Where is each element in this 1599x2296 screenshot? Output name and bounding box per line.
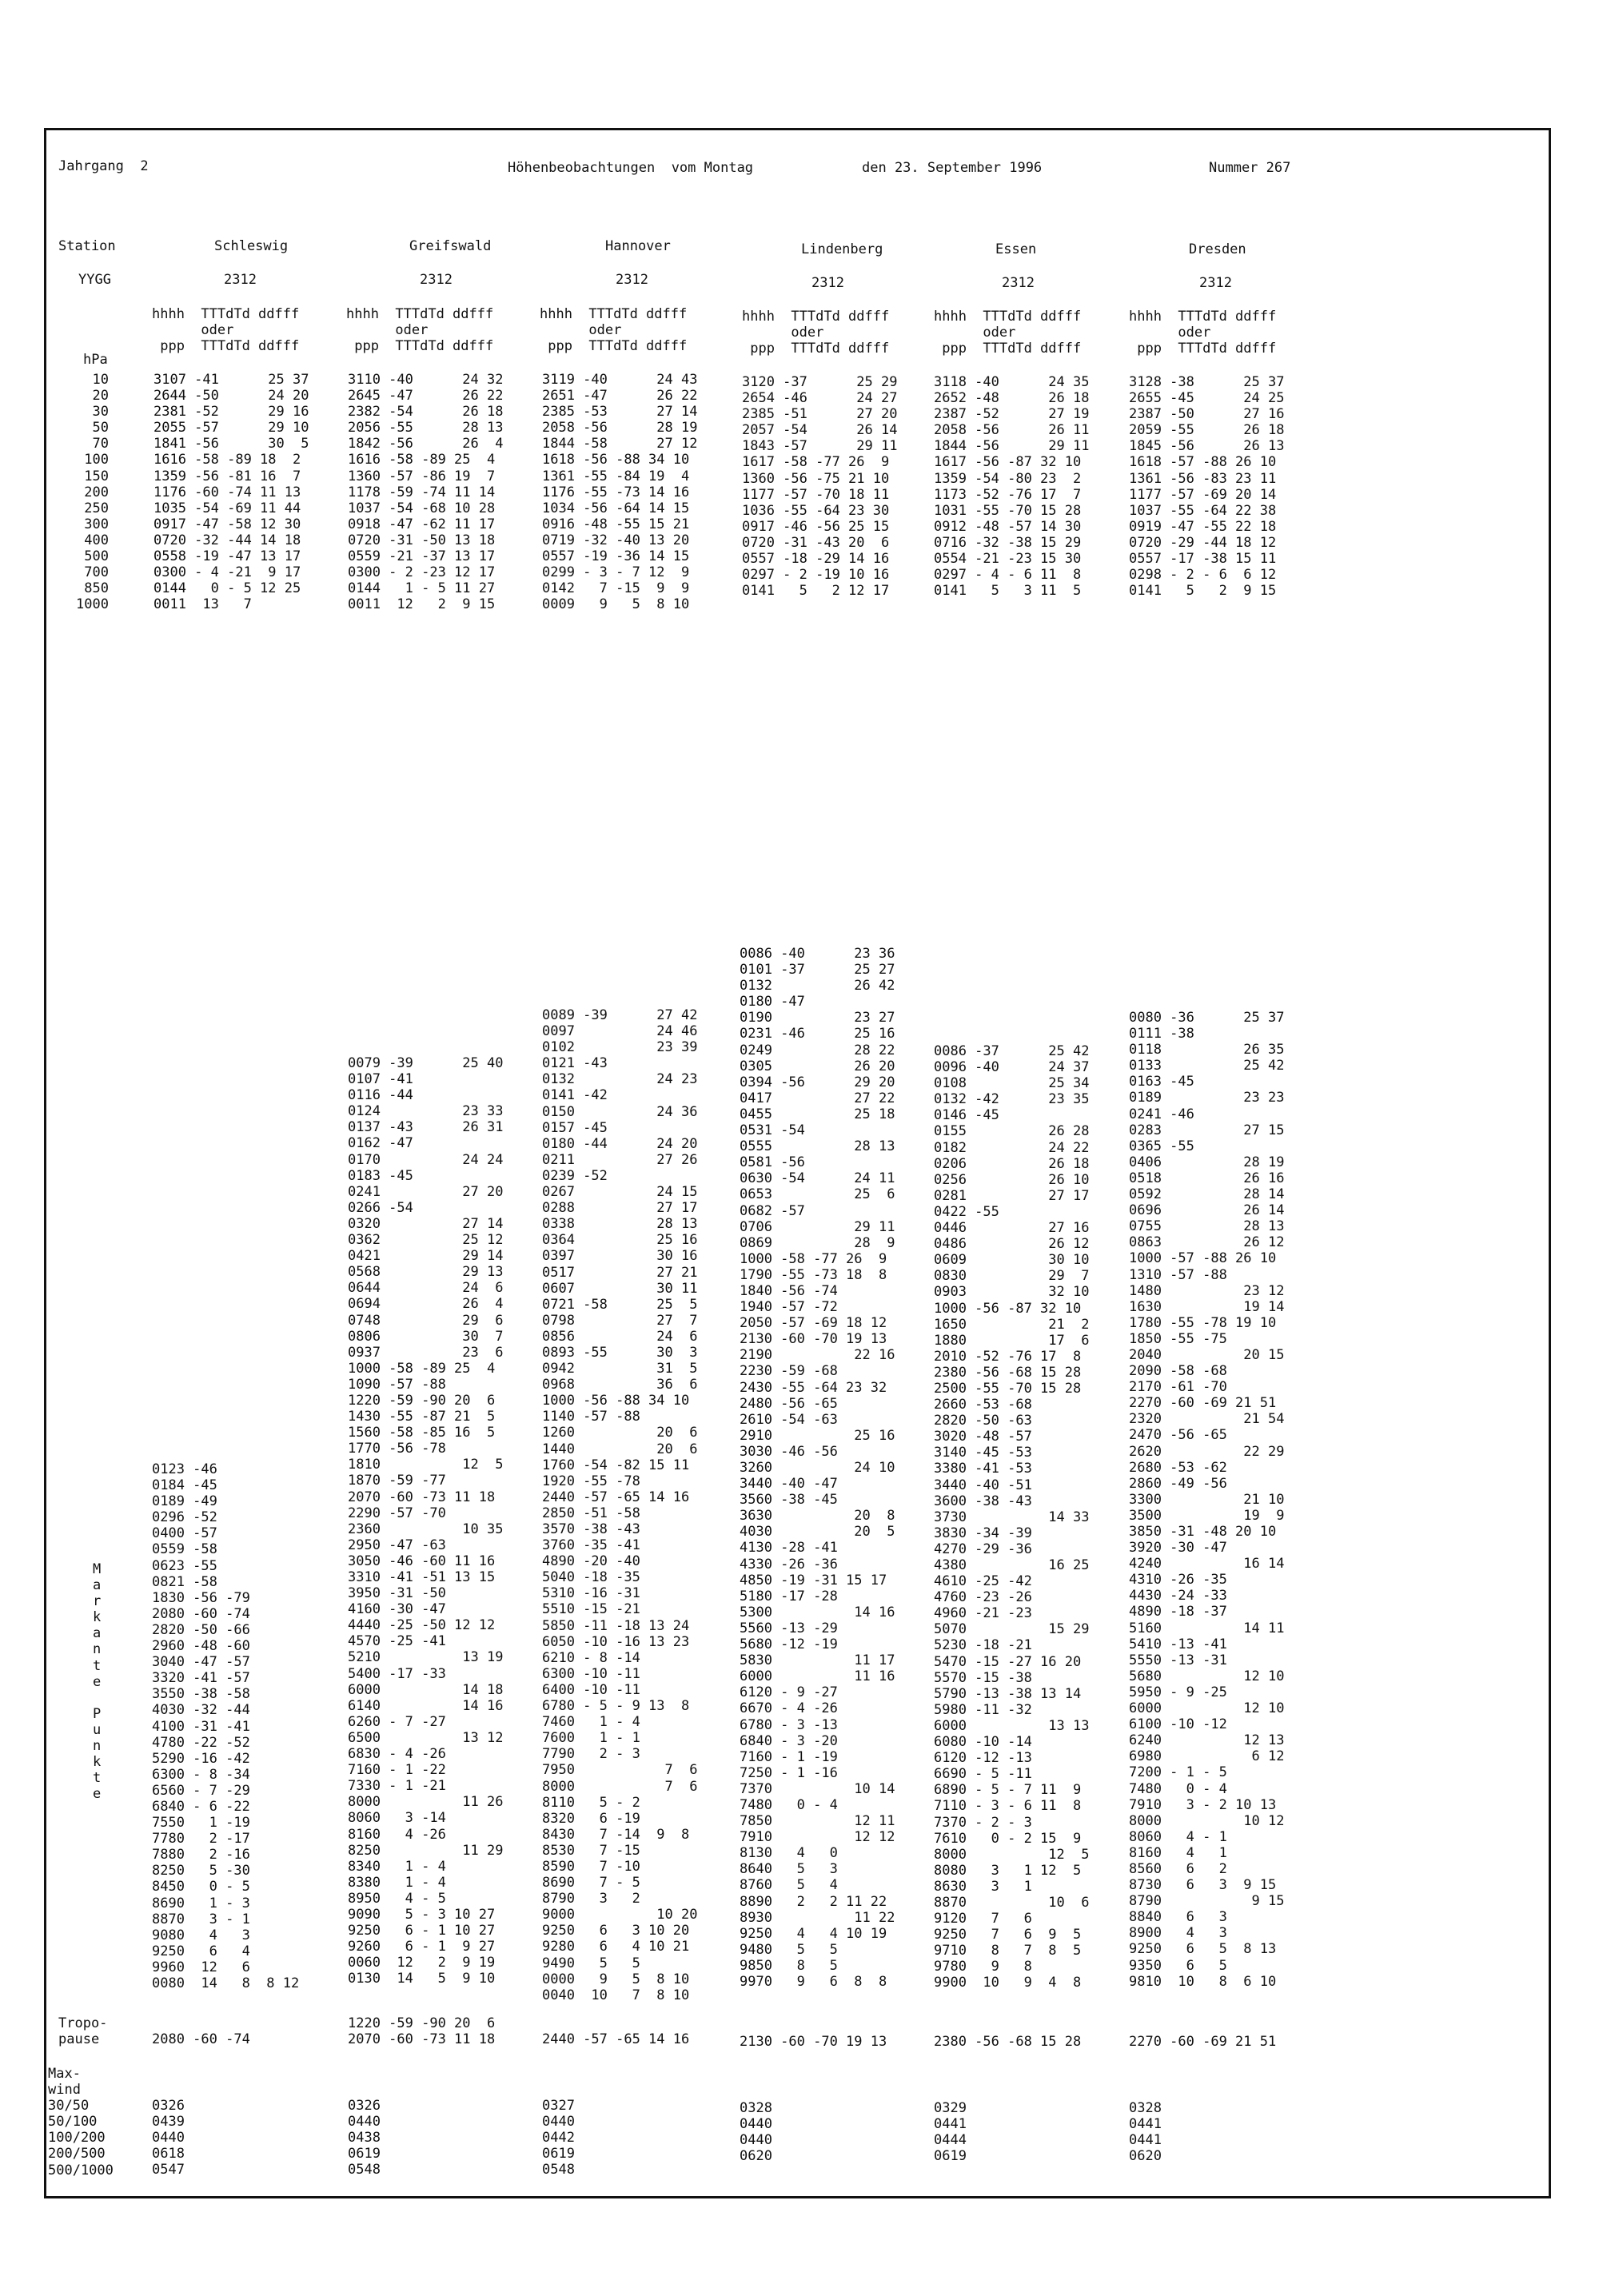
column-header-essen: hhhh TTTdTd ddfff oder ppp TTTdTd ddfff [934, 309, 1082, 357]
significant-points-schleswig: 0123 -46 0184 -45 0189 -49 0296 -52 0400 -57 0559 -58 0623 -55 0821 -58 1830 -56 -79 2080 -60 -74 2820 -50 -66 2960 -48 -60 3040 -47 -57 3320 -41 -57 3550 -38 -58 4030 -32 -44 4100 -31 -41 4780 -22 -52 5290 -16 -42 6300 - 8 -34 6560 - 7 -29 6840 - 6 -22 7550 1 -19 7780 2 -17 7880 2 -16 8250 5 -30 8450 0 - 5 8690 1 - 3 8870 3 - 1 9080 4 3 9250 6 4 9960 12 6 0080 14 8 8 12 [152, 1461, 300, 1991]
pressure-levels: 10 20 30 50 70 100 150 200 250 300 400 500 700 850 1000 [76, 372, 109, 613]
column-header-lindenberg: hhhh TTTdTd ddfff oder ppp TTTdTd ddfff [742, 309, 890, 357]
station-name-greifswald: Greifswald [409, 238, 492, 254]
significant-points-dresden: 0080 -36 25 37 0111 -38 0118 26 35 0133 25 42 0163 -45 0189 23 23 0241 -46 0283 27 15 0365 -55 0406 28 19 0518 26 16 0592 28 14 0696 26 14 0755 28 13 0863 26 12 1000 -57 -88 26 10 1310 -57 -88 1480 23 12 1630 19 14 1780 -55 -78 19 10 1850 -55 -75 2040 20 15 2090 -58 -68 2170 -61 -70 2270 -60 -69 21 51 2320 21 54 2470 -56 -65 2620 22 29 2680 -53 -62 2860 -49 -56 3300 21 10 3500 19 9 3850 -31 -48 20 10 3920 -30 -47 4240 16 14 4310 -26 -35 4430 -24 -33 4890 -18 -37 5160 14 11 5410 -13 -41 5550 -13 -31 5680 12 10 5950 - 9 -25 6000 12 10 6100 -10 -12 6240 12 13 6980 6 12 7200 - 1 - 5 7480 0 - 4 7910 3 - 2 10 13 8000 10 12 8060 4 - 1 8160 4 1 8560 6 2 8730 6 3 9 15 8790 9 15 8840 6 3 8900 4 3 9250 6 5 8 13 9350 6 5 9810 10 8 6 10 [1129, 1010, 1285, 1990]
maxwind-label: Max- wind 30/50 50/100 100/200 200/500 500/1000 [48, 2066, 114, 2178]
significant-points-essen: 0086 -37 25 42 0096 -40 24 37 0108 25 34 0132 -42 23 35 0146 -45 0155 26 28 0182 24 22 0206 26 18 0256 26 10 0281 27 17 0422 -55 0446 27 16 0486 26 12 0609 30 10 0830 29 7 0903 32 10 1000 -56 -87 32 10 1650 21 2 1880 17 6 2010 -52 -76 17 8 2380 -56 -68 15 28 2500 -55 -70 15 28 2660 -53 -68 2820 -50 -63 3020 -48 -57 3140 -45 -53 3380 -41 -53 3440 -40 -51 3600 -38 -43 3730 14 33 3830 -34 -39 4270 -29 -36 4380 16 25 4610 -25 -42 4760 -23 -26 4960 -21 -23 5070 15 29 5230 -18 -21 5470 -15 -27 16 20 5570 -15 -38 5790 -13 -38 13 14 5980 -11 -32 6000 13 13 6080 -10 -14 6120 -12 -13 6690 - 5 -11 6890 - 5 - 7 11 9 7110 - 3 - 6 11 8 7370 - 2 - 3 7610 0 - 2 15 9 8000 12 5 8080 3 1 12 5 8630 3 1 8870 10 6 9120 7 6 9250 7 6 9 5 9710 8 7 8 5 9780 9 8 9900 10 9 4 8 [934, 1043, 1090, 1991]
tropopause-schleswig: 2080 -60 -74 [152, 2031, 250, 2048]
significant-points-lindenberg: 0086 -40 23 36 0101 -37 25 27 0132 26 42 0180 -47 0190 23 27 0231 -46 25 16 0249 28 22 0305 26 20 0394 -56 29 20 0417 27 22 0455 25 18 0531 -54 0555 28 13 0581 -56 0630 -54 24 11 0653 25 6 0682 -57 0706 29 11 0869 28 9 1000 -58 -77 26 9 1790 -55 -73 18 8 1840 -56 -74 1940 -57 -72 2050 -57 -69 18 12 2130 -60 -70 19 13 2190 22 16 2230 -59 -68 2430 -55 -64 23 32 2480 -56 -65 2610 -54 -63 2910 25 16 3030 -46 -56 3260 24 10 3440 -40 -47 3560 -38 -45 3630 20 8 4030 20 5 4130 -28 -41 4330 -26 -36 4850 -19 -31 15 17 5180 -17 -28 5300 14 16 5560 -13 -29 5680 -12 -19 5830 11 17 6000 11 16 6120 - 9 -27 6670 - 4 -26 6780 - 3 -13 6840 - 3 -20 7160 - 1 -19 7250 - 1 -16 7370 10 14 7480 0 - 4 7850 12 11 7910 12 12 8130 4 0 8640 5 3 8760 5 4 8890 2 2 11 22 8930 11 22 9250 4 4 10 19 9480 5 5 9850 8 5 9970 9 6 8 8 [740, 946, 895, 1990]
yygg-lindenberg: 2312 [811, 275, 844, 291]
issue-number: Nummer 267 [1209, 160, 1291, 176]
station-name-hannover: Hannover [605, 238, 671, 254]
tropopause-lindenberg: 2130 -60 -70 19 13 [740, 2034, 887, 2051]
page-title: Höhenbeobachtungen vom Montag [508, 160, 754, 176]
yygg-schleswig: 2312 [224, 272, 257, 288]
yygg-essen: 2312 [1002, 275, 1035, 291]
significant-points-greifswald: 0079 -39 25 40 0107 -41 0116 -44 0124 23 33 0137 -43 26 31 0162 -47 0170 24 24 0183 -45 0241 27 20 0266 -54 0320 27 14 0362 25 12 0421 29 14 0568 29 13 0644 24 6 0694 26 4 0748 29 6 0806 30 7 0937 23 6 1000 -58 -89 25 4 1090 -57 -88 1220 -59 -90 20 6 1430 -55 -87 21 5 1560 -58 -85 16 5 1770 -56 -78 1810 12 5 1870 -59 -77 2070 -60 -73 11 18 2290 -57 -70 2360 10 35 2950 -47 -63 3050 -46 -60 11 16 3310 -41 -51 13 15 3950 -31 -50 4160 -30 -47 4440 -25 -50 12 12 4570 -25 -41 5210 13 19 5400 -17 -33 6000 14 18 6140 14 16 6260 - 7 -27 6500 13 12 6830 - 4 -26 7160 - 1 -22 7330 - 1 -21 8000 11 26 8060 3 -14 8160 4 -26 8250 11 29 8340 1 - 4 8380 1 - 4 8950 4 - 5 9090 5 - 3 10 27 9250 6 - 1 10 27 9260 6 - 1 9 27 0060 12 2 9 19 0130 14 5 9 10 [348, 1055, 504, 1987]
maxwind-dresden: 0328 0441 0441 0620 [1129, 2100, 1162, 2165]
yygg-label: YYGG [78, 272, 111, 288]
standard-levels-dresden: 3128 -38 25 37 2655 -45 24 25 2387 -50 27 16 2059 -55 26 18 1845 -56 26 13 1618 -57 -88 26 10 1361 -56 -83 23 11 1177 -57 -69 20 14 1037 -55 -64 22 38 0919 -47 -55 22 18 0720 -29 -44 18 12 0557 -17 -38 15 11 0298 - 2 - 6 6 12 0141 5 2 9 15 [1129, 374, 1285, 600]
yygg-dresden: 2312 [1199, 275, 1232, 291]
standard-levels-greifswald: 3110 -40 24 32 2645 -47 26 22 2382 -54 26 18 2056 -55 28 13 1842 -56 26 4 1616 -58 -89 25 4 1360 -57 -86 19 7 1178 -59 -74 11 14 1037 -54 -68 10 28 0918 -47 -62 11 17 0720 -31 -50 13 18 0559 -21 -37 13 17 0300 - 2 -23 12 17 0144 1 - 5 11 27 0011 12 2 9 15 [348, 372, 504, 613]
tropopause-label: Tropo- pause [58, 2015, 108, 2048]
maxwind-essen: 0329 0441 0444 0619 [934, 2100, 967, 2165]
maxwind-lindenberg: 0328 0440 0440 0620 [740, 2100, 772, 2165]
tropopause-dresden: 2270 -60 -69 21 51 [1129, 2034, 1277, 2051]
column-header-dresden: hhhh TTTdTd ddfff oder ppp TTTdTd ddfff [1129, 309, 1277, 357]
markante-punkte-label: M a r k a n t e P u n k t e [93, 1561, 102, 1803]
tropopause-greifswald: 1220 -59 -90 20 6 2070 -60 -73 11 18 [348, 2015, 496, 2048]
station-name-lindenberg: Lindenberg [801, 241, 883, 257]
maxwind-hannover: 0327 0440 0442 0619 0548 [542, 2098, 575, 2178]
yygg-hannover: 2312 [616, 272, 648, 288]
significant-points-hannover: 0089 -39 27 42 0097 24 46 0102 23 39 0121 -43 0132 24 23 0141 -42 0150 24 36 0157 -45 0180 -44 24 20 0211 27 26 0239 -52 0267 24 15 0288 27 17 0338 28 13 0364 25 16 0397 30 16 0517 27 21 0607 30 11 0721 -58 25 5 0798 27 7 0856 24 6 0893 -55 30 3 0942 31 5 0968 36 6 1000 -56 -88 34 10 1140 -57 -88 1260 20 6 1440 20 6 1760 -54 -82 15 11 1920 -55 -78 2440 -57 -65 14 16 2850 -51 -58 3570 -38 -43 3760 -35 -41 4890 -20 -40 5040 -18 -35 5310 -16 -31 5510 -15 -21 5850 -11 -18 13 24 6050 -10 -16 13 23 6210 - 8 -14 6300 -10 -11 6400 -10 -11 6780 - 5 - 9 13 8 7460 1 - 4 7600 1 - 1 7790 2 - 3 7950 7 6 8000 7 6 8110 5 - 2 8320 6 -19 8430 7 -14 9 8 8530 7 -15 8590 7 -10 8690 7 - 5 8790 3 2 9000 10 20 9250 6 3 10 20 9280 6 4 10 21 9490 5 5 0000 9 5 8 10 0040 10 7 8 10 [542, 1007, 698, 2003]
standard-levels-hannover: 3119 -40 24 43 2651 -47 26 22 2385 -53 27 14 2058 -56 28 19 1844 -58 27 12 1618 -56 -88 34 10 1361 -55 -84 19 4 1176 -55 -73 14 16 1034 -56 -64 14 15 0916 -48 -55 15 21 0719 -32 -40 13 20 0557 -19 -36 14 15 0299 - 3 - 7 12 9 0142 7 -15 9 9 0009 9 5 8 10 [542, 372, 698, 613]
maxwind-schleswig: 0326 0439 0440 0618 0547 [152, 2098, 185, 2178]
standard-levels-lindenberg: 3120 -37 25 29 2654 -46 24 27 2385 -51 27 20 2057 -54 26 14 1843 -57 29 11 1617 -58 -77 26 9 1360 -56 -75 21 10 1177 -57 -70 18 11 1036 -55 -64 23 30 0917 -46 -56 25 15 0720 -31 -43 20 6 0557 -18 -29 14 16 0297 - 2 -19 10 16 0141 5 2 12 17 [742, 374, 898, 600]
maxwind-greifswald: 0326 0440 0438 0619 0548 [348, 2098, 381, 2178]
column-header-schleswig: hhhh TTTdTd ddfff oder ppp TTTdTd ddfff [152, 306, 300, 355]
station-label: Station [58, 238, 116, 254]
station-name-dresden: Dresden [1189, 241, 1246, 257]
report-date: den 23. September 1996 [862, 160, 1043, 176]
yygg-greifswald: 2312 [420, 272, 453, 288]
column-header-greifswald: hhhh TTTdTd ddfff oder ppp TTTdTd ddfff [346, 306, 494, 355]
station-name-essen: Essen [995, 241, 1037, 257]
standard-levels-schleswig: 3107 -41 25 37 2644 -50 24 20 2381 -52 29 16 2055 -57 29 10 1841 -56 30 5 1616 -58 -89 18 2 1359 -56 -81 16 7 1176 -60 -74 11 13 1035 -54 -69 11 44 0917 -47 -58 12 30 0720 -32 -44 14 18 0558 -19 -47 13 17 0300 - 4 -21 9 17 0144 0 - 5 12 25 0011 13 7 [154, 372, 309, 613]
tropopause-essen: 2380 -56 -68 15 28 [934, 2034, 1082, 2051]
tropopause-hannover: 2440 -57 -65 14 16 [542, 2031, 690, 2048]
jahrgang-label: Jahrgang 2 [58, 158, 149, 174]
hpa-label: hPa [83, 352, 108, 368]
station-name-schleswig: Schleswig [214, 238, 289, 254]
standard-levels-essen: 3118 -40 24 35 2652 -48 26 18 2387 -52 27 19 2058 -56 26 11 1844 -56 29 11 1617 -56 -87 32 10 1359 -54 -80 23 2 1173 -52 -76 17 7 1031 -55 -70 15 28 0912 -48 -57 14 30 0716 -32 -38 15 29 0554 -21 -23 15 30 0297 - 4 - 6 11 8 0141 5 3 11 5 [934, 374, 1090, 600]
column-header-hannover: hhhh TTTdTd ddfff oder ppp TTTdTd ddfff [540, 306, 688, 355]
